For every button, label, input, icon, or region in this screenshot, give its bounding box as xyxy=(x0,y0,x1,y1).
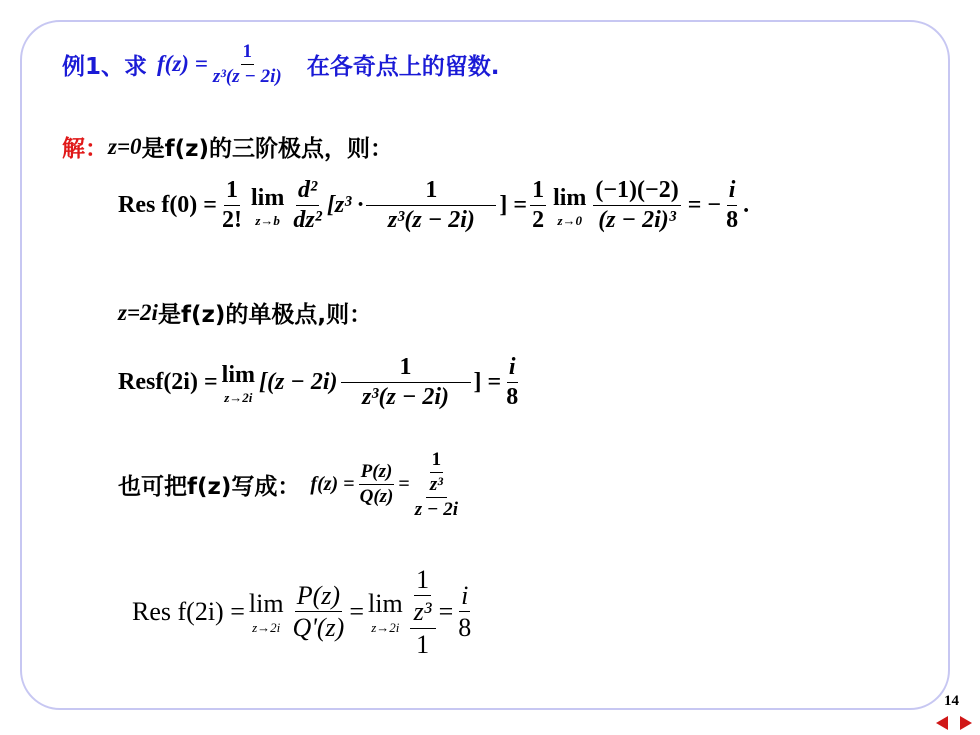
frac-half: $\frac{1}{2}$ xyxy=(532,177,545,234)
formula-res-f2i: Resf(2i) = lim z→2i [(z − 2i) $\frac{1}{\text{z³(z − 2i)}}$ ] = $\frac{i}{8}$ xyxy=(118,354,519,411)
lim-2i: lim z→2i xyxy=(221,361,255,405)
frac-i-8: $\frac{i}{8}$ xyxy=(726,177,739,234)
frac-i-8-c: $\frac{i}{8}$ xyxy=(458,581,472,643)
solution-label: 解 xyxy=(62,136,85,162)
lim-0: lim z→0 xyxy=(553,184,587,228)
lim-b: lim z→b xyxy=(250,184,285,228)
next-arrow-icon[interactable] xyxy=(960,716,972,730)
f-den: z³(z − 2i) xyxy=(212,65,282,87)
frac-1-over-den-2: $\frac{1}{\text{z³(z − 2i)}}$ xyxy=(341,355,471,410)
line1-text: 是f(z)的三阶极点，则： xyxy=(141,136,393,162)
res-f0-lhs: Res f(0) = xyxy=(118,192,217,219)
solution-line-1 xyxy=(62,130,393,163)
frac-1-over-2fact: $\frac{1}{2!}$ xyxy=(221,177,242,234)
page-number: 14 xyxy=(944,693,959,709)
formula-res-last: Res f(2i) = lim z→2i $\frac{P(z)}{Q'(z)}$ = lim z→2i $\frac{\frac{1}{\text{z³}}}{1}$ = $\frac{i}{8}$ xyxy=(132,565,472,659)
example-title xyxy=(62,42,500,87)
nav-separator xyxy=(951,716,957,730)
line2-lead: z=2i xyxy=(118,299,158,325)
line3-text: 也可把f(z)写成： xyxy=(118,474,301,501)
example-label: 例1、求 xyxy=(62,53,148,80)
prev-arrow-icon[interactable] xyxy=(936,716,948,730)
frac-compound-2: $\frac{\frac{1}{\text{z³}}}{1}$ xyxy=(410,566,436,658)
solution-line-3: 也可把f(z)写成： f(z) = $\frac{P(z)}{Q(z)}$ = $\frac{\frac{1}{\text{z³}}}{z - 2i}$ xyxy=(118,449,458,520)
lim-2i-c: lim z→2i xyxy=(368,589,403,636)
frac-1-over-den: $\frac{1}{\text{z³(z − 2i)}}$ xyxy=(366,178,496,233)
f-fraction xyxy=(211,42,284,87)
frac-P-Qprime: $\frac{P(z)}{Q'(z)}$ xyxy=(292,581,345,643)
example-tail: 在各奇点上的留数. xyxy=(306,53,500,80)
line1-lead: z=0 xyxy=(108,133,142,159)
frac-d2-dz2: $\frac{\text{d²}}{\text{dz²}}$ xyxy=(293,177,322,234)
f-lhs: f(z) = xyxy=(157,51,208,77)
frac-compound: $\frac{\frac{1}{\text{z³}}}{z - 2i}$ xyxy=(414,449,458,520)
frac-i-8-b: $\frac{i}{8}$ xyxy=(506,354,519,411)
nav-arrows xyxy=(934,716,974,730)
formula-res-f0: Res f(0) = $\frac{1}{2!}$ lim z→b $\frac{\text{d²}}{\text{dz²}}$ [z³ · $\frac{1}{\text{z³(z − 2i)}}$ ] = $\frac{1}{2}$ lim z→0 $\frac{(-1)(-2)}{\text{(z − 2i)³}}$ = − $\frac{i}{8}$ . xyxy=(118,177,750,234)
solution-line-2 xyxy=(118,296,372,329)
frac-m1m2: $\frac{(-1)(-2)}{\text{(z − 2i)³}}$ xyxy=(595,177,679,234)
lim-2i-b: lim z→2i xyxy=(248,589,284,636)
line2-text: 是f(z)的单极点,则： xyxy=(157,302,373,328)
frac-P-Q: $\frac{P(z)}{Q(z)}$ xyxy=(359,461,394,508)
solution-colon: ： xyxy=(85,136,108,162)
f-num: 1 xyxy=(241,42,255,65)
